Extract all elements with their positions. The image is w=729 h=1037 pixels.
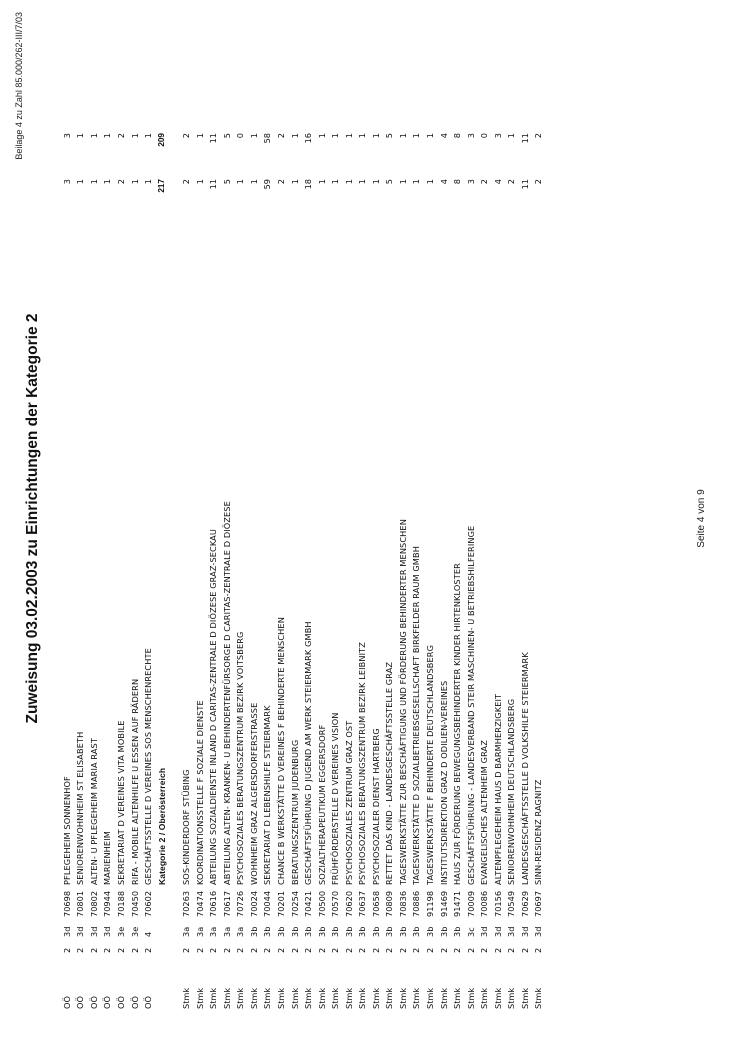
cell-nr: 70809: [384, 890, 395, 917]
cell-b: 4: [438, 133, 449, 139]
category-total-row: [155, 133, 169, 1009]
cell-land: Stmk: [262, 987, 273, 1009]
cell-nr: 70156: [492, 890, 503, 917]
cell-name: KOORDINATIONSSTELLE F SOZIALE DIENSTE: [194, 700, 205, 885]
cell-name: PSYCHOSOZIALES ZENTRUM GRAZ OST: [343, 720, 354, 885]
cell-name: BERATUNGSZENTRUM JUDENBURG: [289, 739, 300, 885]
cell-land: Stmk: [424, 987, 435, 1009]
cell-b: 8: [452, 133, 463, 139]
cell-land: Stmk: [533, 987, 544, 1009]
cell-a: 1: [370, 179, 381, 185]
cell-land: Stmk: [411, 987, 422, 1009]
table-row: [477, 133, 491, 1009]
cell-b: 16: [303, 133, 314, 144]
cell-name: INSTITUTSDIREKTION GRAZ D ODILIEN-VEREINES: [438, 680, 449, 885]
table-row: [206, 133, 220, 1009]
cell-land: Stmk: [248, 987, 259, 1009]
page-title: Zuweisung 03.02.2003 zu Einrichtungen der Kategorie 2: [24, 313, 41, 724]
cell-nr: 70188: [115, 890, 126, 917]
cell-nr: 70044: [262, 890, 273, 917]
cell-name: ALTEN- U PFLEGEHEIM MARIA RAST: [88, 738, 99, 885]
cell-b: 1: [194, 133, 205, 139]
cell-nr: 91469: [438, 890, 449, 917]
table-row: [60, 133, 74, 1009]
cell-name: CHANCE B WERKSTÄTTE D VEREINES F BEHINDERTE MENSCHEN: [275, 617, 286, 885]
cell-name: TAGESWERKSTÄTTE D SOZIALBETRIEBSGESELLSCHAFT BIRKFELDER RAUM GMBH: [411, 546, 422, 885]
cell-nr: 70836: [397, 890, 408, 917]
table-row: [396, 133, 410, 1009]
table-row: [193, 133, 207, 1009]
cell-sub: 3d: [533, 926, 544, 937]
table-row: [355, 133, 369, 1009]
table-row: [74, 133, 88, 1009]
cell-a: 1: [102, 179, 113, 185]
cell-empty: [155, 953, 169, 1009]
cell-sub: 3d: [88, 926, 99, 937]
cell-name: SEKRETARIAT D VEREINES VITA MOBILE: [115, 720, 126, 885]
cell-sub: 3b: [397, 926, 408, 937]
cell-land: Stmk: [519, 987, 530, 1009]
cell-a: 2: [275, 179, 286, 185]
cell-sub: 3d: [102, 926, 113, 937]
cell-kat: 2: [357, 947, 368, 953]
cell-name: TAGESWERKSTÄTTE F BEHINDERTE DEUTSCHLANDSBERG: [424, 644, 435, 885]
cell-kat: 2: [181, 947, 192, 953]
cell-land: Stmk: [221, 987, 232, 1009]
cell-a: 1: [88, 179, 99, 185]
cell-b: 1: [506, 133, 517, 139]
cell-b: 11: [208, 133, 219, 144]
cell-land: OÖ: [88, 996, 99, 1009]
cell-a: 2: [506, 179, 517, 185]
cell-sub: 3d: [61, 926, 72, 937]
cell-nr: 70201: [275, 890, 286, 917]
cell-sub: 3b: [424, 926, 435, 937]
cell-sub: 3b: [248, 926, 259, 937]
cell-empty: [155, 917, 169, 937]
cell-kat: 2: [384, 947, 395, 953]
cell-kat: 2: [275, 947, 286, 953]
cell-b: 1: [289, 133, 300, 139]
cell-sub: 3d: [519, 926, 530, 937]
cell-kat: 2: [208, 947, 219, 953]
cell-nr: 70801: [75, 890, 86, 917]
cell-kat: 2: [479, 947, 490, 953]
cell-a: 3: [61, 179, 72, 185]
cell-kat: 2: [75, 947, 86, 953]
cell-name: PSYCHOSOZIALES BERATUNGSZENTRUM BEZIRK LEIBNITZ: [357, 642, 368, 885]
cell-nr: 70450: [129, 890, 140, 917]
cell-kat: 2: [438, 947, 449, 953]
cell-land: OÖ: [75, 996, 86, 1009]
cell-nr: 91198: [424, 890, 435, 917]
table-row: [505, 133, 519, 1009]
cell-sub: 3a: [181, 926, 192, 937]
cell-kat: 2: [316, 947, 327, 953]
cell-nr: 70570: [330, 890, 341, 917]
table-row: [464, 133, 478, 1009]
cell-a: 1: [424, 179, 435, 185]
cell-kat: 2: [303, 947, 314, 953]
cell-nr: 70886: [411, 890, 422, 917]
cell-land: Stmk: [181, 987, 192, 1009]
cell-sub: 3b: [370, 926, 381, 937]
cell-nr: 70254: [289, 890, 300, 917]
attachment-reference: Beilage 4 zu Zahl 85.000/262-III/7/03: [14, 12, 24, 160]
cell-a: 2: [533, 179, 544, 185]
cell-land: Stmk: [194, 987, 205, 1009]
cell-b: 1: [143, 133, 154, 139]
cell-name: MARIENHEIM: [102, 831, 113, 885]
cell-a: 4: [492, 179, 503, 185]
category-total-b: 209: [157, 133, 167, 147]
cell-name: ABTEILUNG ALTEN- KRANKEN- U BEHINDERTENFÜRSORGE D CARITAS-ZENTRALE D DIÖZESE: [221, 501, 232, 885]
cell-name: SOZIALTHERAPEUTIKUM EGGERSDORF: [316, 724, 327, 885]
cell-name: TAGESWERKSTÄTTE ZUR BESCHÄFTIGUNG UND FÖRDERUNG BEHINDERTER MENSCHEN: [397, 519, 408, 885]
cell-kat: 2: [115, 947, 126, 953]
cell-sub: 3d: [75, 926, 86, 937]
cell-nr: 70500: [316, 890, 327, 917]
table-row: [315, 133, 329, 1009]
cell-kat: 2: [194, 947, 205, 953]
cell-nr: 70616: [208, 890, 219, 917]
cell-land: Stmk: [357, 987, 368, 1009]
cell-nr: 70637: [357, 890, 368, 917]
cell-b: 3: [61, 133, 72, 139]
table-row: [342, 133, 356, 1009]
cell-kat: 2: [370, 947, 381, 953]
cell-b: 1: [248, 133, 259, 139]
cell-land: Stmk: [208, 987, 219, 1009]
cell-a: 1: [289, 179, 300, 185]
cell-b: 1: [424, 133, 435, 139]
cell-sub: 3a: [194, 926, 205, 937]
cell-sub: 3d: [492, 926, 503, 937]
cell-kat: 2: [411, 947, 422, 953]
cell-sub: 3d: [506, 926, 517, 937]
cell-name: HAUS ZUR FÖRDERUNG BEWEGUNGSBEHINDERTER KINDER HIRTENKLOSTER: [452, 563, 463, 885]
cell-nr: 70697: [533, 890, 544, 917]
cell-a: 2: [181, 179, 192, 185]
cell-b: 0: [235, 133, 246, 139]
cell-land: Stmk: [384, 987, 395, 1009]
cell-land: Stmk: [330, 987, 341, 1009]
cell-name: PFLEGEHEIM SONNENHOF: [61, 776, 72, 885]
cell-sub: 3a: [235, 926, 246, 937]
cell-sub: 3a: [221, 926, 232, 937]
cell-name: SOS-KINDERDORF STÜBING: [181, 769, 192, 885]
table-row: [423, 133, 437, 1009]
cell-nr: 70549: [506, 890, 517, 917]
cell-name: PSYCHOSOZIALER DIENST HARTBERG: [370, 728, 381, 885]
cell-sub: 3e: [115, 926, 126, 937]
cell-nr: 70421: [303, 890, 314, 917]
cell-land: Stmk: [303, 987, 314, 1009]
cell-b: 1: [357, 133, 368, 139]
cell-name: GESCHÄFTSFÜHRUNG - LANDESVERBAND STEIR MASCHINEN- U BETRIEBSHILFERINGE: [465, 525, 476, 885]
cell-land: Stmk: [370, 987, 381, 1009]
cell-b: 1: [75, 133, 86, 139]
cell-nr: 70009: [465, 890, 476, 917]
cell-sub: 3b: [343, 926, 354, 937]
cell-land: Stmk: [289, 987, 300, 1009]
cell-kat: 2: [61, 947, 72, 953]
cell-land: Stmk: [343, 987, 354, 1009]
cell-a: 1: [129, 179, 140, 185]
cell-b: 58: [262, 133, 273, 144]
cell-nr: 70086: [479, 890, 490, 917]
cell-nr: 70617: [221, 890, 232, 917]
cell-land: Stmk: [316, 987, 327, 1009]
cell-b: 5: [384, 133, 395, 139]
cell-name: GESCHÄFTSFÜHRUNG D JUGEND AM WERK STEIERMARK GMBH: [303, 621, 314, 885]
category-total-label: Kategorie 2 / Oberösterreich: [156, 767, 167, 885]
cell-a: 8: [452, 179, 463, 185]
table-row: [410, 133, 424, 1009]
table-row: [141, 133, 155, 1009]
cell-sub: 3e: [129, 926, 140, 937]
cell-land: OÖ: [129, 996, 140, 1009]
cell-kat: 2: [397, 947, 408, 953]
cell-kat: 2: [533, 947, 544, 953]
cell-a: 11: [208, 179, 219, 190]
table-row: [301, 133, 315, 1009]
cell-name: EVANGELISCHES ALTENHEIM GRAZ: [479, 740, 490, 885]
table-row: [328, 133, 342, 1009]
cell-land: Stmk: [479, 987, 490, 1009]
cell-a: 18: [303, 179, 314, 190]
cell-name: LANDESGESCHÄFTSSTELLE D VOLKSHILFE STEIERMARK: [519, 652, 530, 885]
cell-a: 59: [262, 179, 273, 190]
cell-b: 1: [330, 133, 341, 139]
cell-empty: [155, 885, 169, 917]
cell-kat: 2: [330, 947, 341, 953]
cell-land: Stmk: [235, 987, 246, 1009]
cell-a: 1: [194, 179, 205, 185]
cell-a: 1: [357, 179, 368, 185]
cell-a: 2: [115, 179, 126, 185]
cell-empty: [155, 937, 169, 953]
table-row: [437, 133, 451, 1009]
cell-kat: 2: [519, 947, 530, 953]
cell-nr: 70944: [102, 890, 113, 917]
cell-a: 1: [316, 179, 327, 185]
table-row: [114, 133, 128, 1009]
cell-nr: 70698: [61, 890, 72, 917]
cell-nr: 70620: [343, 890, 354, 917]
table-row: [234, 133, 248, 1009]
cell-kat: 2: [506, 947, 517, 953]
cell-sub: 3b: [316, 926, 327, 937]
cell-sub: 3d: [479, 926, 490, 937]
cell-b: 1: [129, 133, 140, 139]
cell-kat: 2: [452, 947, 463, 953]
cell-a: 1: [411, 179, 422, 185]
cell-b: 2: [533, 133, 544, 139]
table-row: [220, 133, 234, 1009]
table-row: [518, 133, 532, 1009]
cell-a: 2: [479, 179, 490, 185]
cell-land: Stmk: [438, 987, 449, 1009]
cell-kat: 2: [235, 947, 246, 953]
cell-b: 2: [181, 133, 192, 139]
cell-sub: 3b: [275, 926, 286, 937]
cell-b: 1: [343, 133, 354, 139]
table-row: [369, 133, 383, 1009]
cell-name: ABTEILUNG SOZIALDIENSTE INLAND D CARITAS-ZENTRALE D DIÖZESE GRAZ-SECKAU: [208, 529, 219, 885]
cell-nr: 70802: [88, 890, 99, 917]
cell-sub: 3b: [262, 926, 273, 937]
table-row: [179, 133, 193, 1009]
cell-sub: 4: [143, 931, 154, 937]
cell-kat: 2: [343, 947, 354, 953]
cell-name: FRÜHFÖRDERSTELLE D VEREINES VISION: [330, 712, 341, 885]
cell-kat: 2: [492, 947, 503, 953]
cell-b: 5: [221, 133, 232, 139]
cell-a: 1: [343, 179, 354, 185]
cell-kat: 2: [88, 947, 99, 953]
cell-name: WOHNHEIM GRAZ ALGERSDORFERSTRASSE: [248, 702, 259, 885]
cell-kat: 2: [465, 947, 476, 953]
cell-nr: 70658: [370, 890, 381, 917]
page-number: Seite 4 von 9: [696, 489, 707, 548]
cell-kat: 2: [129, 947, 140, 953]
cell-sub: 3b: [384, 926, 395, 937]
cell-name: SEKRETARIAT D LEBENSHILFE STEIERMARK: [262, 705, 273, 885]
cell-b: 2: [275, 133, 286, 139]
cell-b: 11: [519, 133, 530, 144]
table-row: [274, 133, 288, 1009]
cell-sub: 3c: [465, 927, 476, 937]
cell-b: 0: [479, 133, 490, 139]
cell-name: GESCHÄFTSSTELLE D VEREINES SOS MENSCHENRECHTE: [143, 648, 154, 885]
cell-nr: 70263: [181, 890, 192, 917]
cell-sub: 3b: [438, 926, 449, 937]
cell-sub: 3b: [411, 926, 422, 937]
cell-b: 1: [88, 133, 99, 139]
cell-sub: 3b: [330, 926, 341, 937]
cell-nr: 70602: [143, 890, 154, 917]
cell-b: 1: [370, 133, 381, 139]
cell-a: 4: [438, 179, 449, 185]
table-row: [491, 133, 505, 1009]
cell-sub: 3b: [289, 926, 300, 937]
table-row: [87, 133, 101, 1009]
row-spacer: [168, 133, 179, 1009]
cell-a: 1: [143, 179, 154, 185]
table-row: [128, 133, 142, 1009]
cell-a: 11: [519, 179, 530, 190]
cell-land: Stmk: [275, 987, 286, 1009]
cell-nr: 91471: [452, 890, 463, 917]
cell-b: 1: [102, 133, 113, 139]
table-row: [383, 133, 397, 1009]
cell-sub: 3b: [357, 926, 368, 937]
cell-kat: 2: [248, 947, 259, 953]
cell-sub: 3b: [452, 926, 463, 937]
cell-kat: 2: [424, 947, 435, 953]
cell-a: 5: [221, 179, 232, 185]
cell-name: ALTENPFLEGEHEIM HAUS D BARMHERZIGKEIT: [492, 693, 503, 885]
cell-kat: 2: [221, 947, 232, 953]
table-row: [532, 133, 546, 1009]
cell-b: 1: [411, 133, 422, 139]
cell-a: 1: [75, 179, 86, 185]
spacer-cell: [168, 133, 179, 1009]
cell-sub: 3b: [303, 926, 314, 937]
cell-nr: 70629: [519, 890, 530, 917]
cell-nr: 70726: [235, 890, 246, 917]
cell-name: SENIORENWOHNHEIM DEUTSCHLANDSBERG: [506, 698, 517, 885]
cell-name: RETTET DAS KIND - LANDESGESCHÄFTSSTELLE GRAZ: [384, 661, 395, 885]
table-row: [288, 133, 302, 1009]
cell-a: 1: [330, 179, 341, 185]
cell-land: Stmk: [452, 987, 463, 1009]
cell-land: Stmk: [465, 987, 476, 1009]
table-row: [261, 133, 275, 1009]
cell-kat: 2: [289, 947, 300, 953]
cell-sub: 3a: [208, 926, 219, 937]
cell-name: SINN-RESIDENZ RAGNITZ: [533, 779, 544, 885]
cell-nr: 70024: [248, 890, 259, 917]
cell-b: 3: [465, 133, 476, 139]
cell-a: 5: [384, 179, 395, 185]
cell-kat: 2: [262, 947, 273, 953]
cell-kat: 2: [143, 947, 154, 953]
cell-a: 1: [397, 179, 408, 185]
cell-a: 3: [465, 179, 476, 185]
table-row: [101, 133, 115, 1009]
cell-land: Stmk: [492, 987, 503, 1009]
cell-b: 1: [397, 133, 408, 139]
cell-land: OÖ: [61, 996, 72, 1009]
cell-b: 3: [492, 133, 503, 139]
allocation-table: [60, 133, 545, 1009]
cell-b: 1: [316, 133, 327, 139]
cell-land: Stmk: [506, 987, 517, 1009]
cell-name: SENIORENWOHNHEIM ST ELISABETH: [75, 731, 86, 885]
category-total-a: 217: [157, 179, 167, 193]
cell-land: Stmk: [397, 987, 408, 1009]
table-row: [450, 133, 464, 1009]
cell-nr: 70474: [194, 890, 205, 917]
cell-name: RIFA - MOBILE ALTENHILFE U ESSEN AUF RÄDERN: [129, 678, 140, 885]
cell-a: 1: [235, 179, 246, 185]
table-row: [247, 133, 261, 1009]
cell-kat: 2: [102, 947, 113, 953]
cell-name: PSYCHOSOZIALES BERATUNGSZENTRUM BEZIRK VOITSBERG: [235, 631, 246, 885]
cell-land: OÖ: [143, 996, 154, 1009]
cell-b: 2: [115, 133, 126, 139]
cell-land: OÖ: [115, 996, 126, 1009]
cell-a: 1: [248, 179, 259, 185]
cell-land: OÖ: [102, 996, 113, 1009]
